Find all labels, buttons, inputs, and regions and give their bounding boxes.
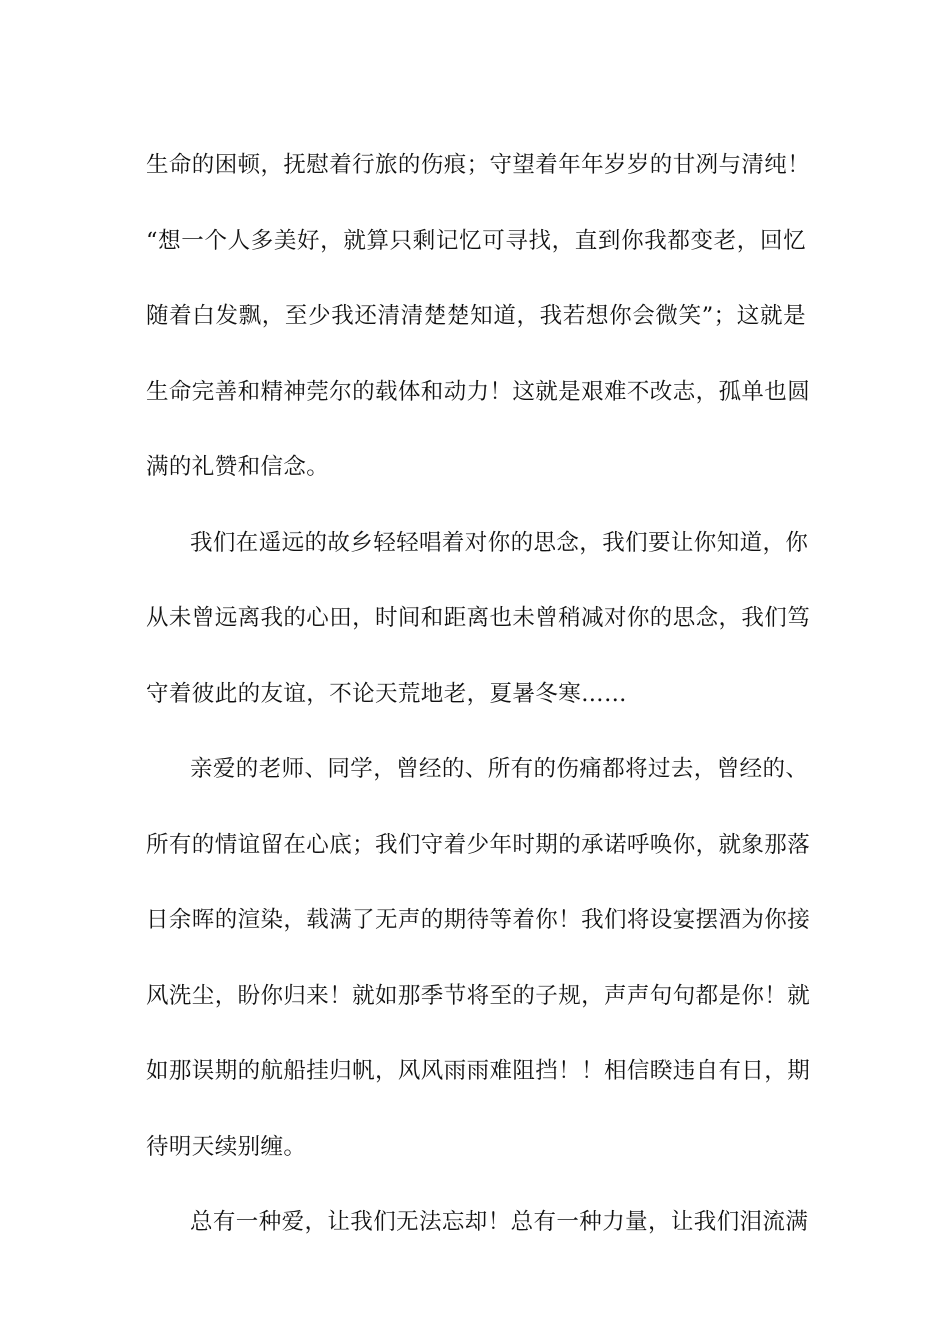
paragraph-first-line: 亲爱的老师、同学，曾经的、所有的伤痛都将过去，曾经的、 [190, 756, 809, 782]
paragraph-first-line: 我们在遥远的故乡轻轻唱着对你的思念，我们要让你知道，你 [190, 529, 809, 556]
text-line: “想一个人多美好，就算只剩记忆可寻找，直到你我都变老，回忆 [146, 227, 806, 254]
text-line: 满的礼赞和信念。 [146, 454, 330, 480]
text-line: 日余晖的渲染，载满了无声的期待等着你！我们将设宴摆酒为你接 [146, 907, 811, 933]
text-line: 如那误期的航船挂归帆，风风雨雨难阻挡！！相信睽违自有日，期 [146, 1058, 811, 1084]
document-body [146, 128, 811, 1261]
paragraph-first-line: 总有一种爱，让我们无法忘却！总有一种力量，让我们泪流满 [190, 1209, 809, 1235]
text-line: 守着彼此的友谊，不论天荒地老，夏暑冬寒…… [146, 680, 627, 707]
text-line: 生命完善和精神莞尔的载体和动力！这就是艰难不改志，孤单也圆 [146, 378, 811, 405]
text-line: 从未曾远离我的心田，时间和距离也未曾稍减对你的思念，我们笃 [146, 605, 811, 631]
text-line: 所有的情谊留在心底；我们守着少年时期的承诺呼唤你，就象那落 [146, 831, 811, 858]
text-line: 随着白发飘，至少我还清清楚楚知道，我若想你会微笑”；这就是 [146, 303, 806, 329]
text-line: 生命的困顿，抚慰着行旅的伤痕；守望着年年岁岁的甘冽与清纯！ [146, 152, 811, 178]
text-line: 风洗尘，盼你归来！就如那季节将至的子规，声声句句都是你！就 [146, 982, 811, 1009]
text-line: 待明天续别缠。 [146, 1133, 307, 1160]
